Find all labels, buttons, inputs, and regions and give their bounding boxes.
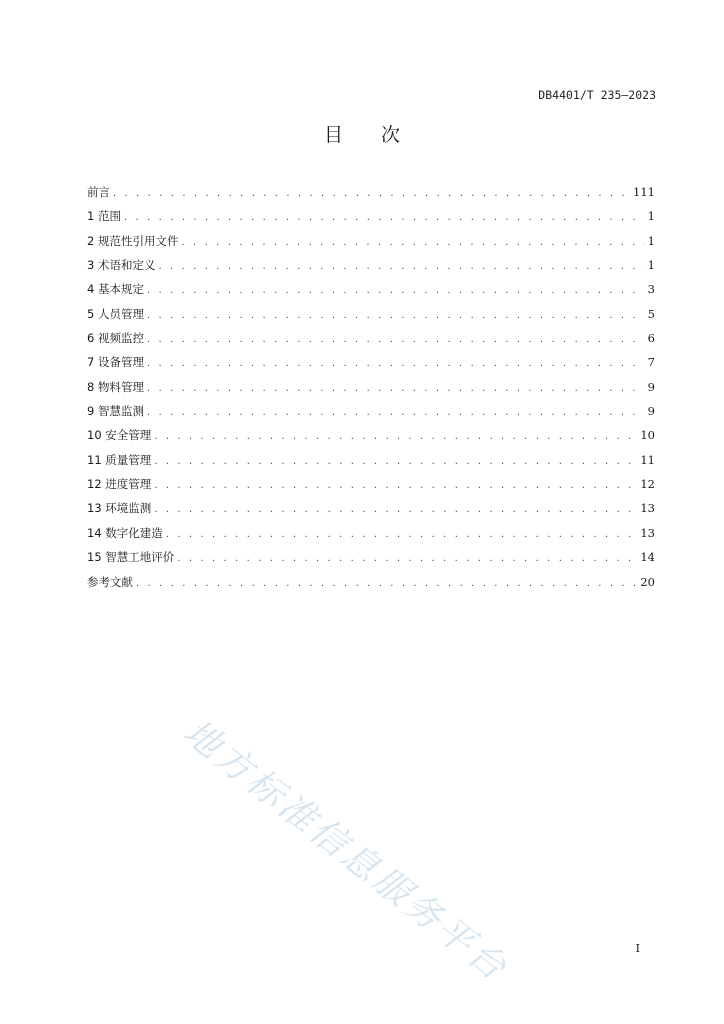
toc-entry-title: 安全管理 <box>105 428 152 443</box>
toc-page-number: 9 <box>647 379 655 394</box>
toc-dot-leader <box>181 231 644 255</box>
toc-entry-number: 6 <box>87 331 98 346</box>
toc-entry-title: 视频监控 <box>97 331 144 346</box>
toc-dot-leader <box>158 255 644 279</box>
toc-entry-number: 5 <box>87 306 98 321</box>
toc-entry-number: 1 <box>87 209 98 224</box>
toc-entry[interactable] <box>87 180 655 204</box>
page-number: I <box>635 941 640 955</box>
toc-page-number: 20 <box>640 574 655 589</box>
toc-entry-title: 人员管理 <box>97 306 144 321</box>
toc-entry-number: 2 <box>87 233 98 248</box>
toc-page-number: 12 <box>640 477 655 492</box>
toc-page-number: 111 <box>633 185 655 199</box>
toc-entry-title: 范围 <box>97 209 121 224</box>
toc-page-number: 6 <box>647 331 655 346</box>
toc-page-number: 1 <box>647 209 655 224</box>
toc-entry-title: 智慧监测 <box>97 404 144 419</box>
toc-entry-number: 12 <box>87 477 106 492</box>
toc-dot-leader <box>147 304 645 328</box>
toc-entry-number: 11 <box>87 452 106 467</box>
toc-page-number: 1 <box>647 233 655 248</box>
toc-page-number: 5 <box>647 306 655 321</box>
toc-entry[interactable] <box>87 448 655 472</box>
page-title <box>0 120 724 147</box>
toc-dot-leader <box>147 328 645 352</box>
toc-entry[interactable] <box>87 204 655 228</box>
toc-entry[interactable] <box>87 545 655 569</box>
toc-page-number: 14 <box>640 550 655 565</box>
toc-page-number: 11 <box>640 452 655 467</box>
toc-page-number: 3 <box>647 282 655 297</box>
toc-entry[interactable] <box>87 350 655 374</box>
title-char-2: 次 <box>381 124 401 146</box>
toc-entry-title: 设备管理 <box>97 355 144 370</box>
watermark: 地方标准信息服务平台 <box>175 711 516 991</box>
toc-dot-leader <box>124 206 645 230</box>
toc-entry-title: 物料管理 <box>97 379 144 394</box>
toc-entry[interactable] <box>87 570 655 594</box>
toc-entry[interactable] <box>87 496 655 520</box>
toc-entry[interactable] <box>87 399 655 423</box>
toc-entry-title: 进度管理 <box>105 477 152 492</box>
toc-page-number: 9 <box>647 404 655 419</box>
toc-entry[interactable] <box>87 229 655 253</box>
toc-entry-title: 智慧工地评价 <box>105 550 175 565</box>
toc-entry[interactable] <box>87 375 655 399</box>
toc-entry-title: 质量管理 <box>105 452 152 467</box>
toc-dot-leader <box>147 377 645 401</box>
toc-dot-leader <box>177 547 637 571</box>
toc-entry[interactable] <box>87 472 655 496</box>
toc-entry[interactable] <box>87 277 655 301</box>
toc-dot-leader <box>166 523 638 547</box>
toc-entry[interactable] <box>87 423 655 447</box>
toc-entry-number: 8 <box>87 379 98 394</box>
toc-entry-title: 规范性引用文件 <box>97 233 179 248</box>
toc-entry-title: 前言 <box>87 185 110 199</box>
toc-page-number: 1 <box>647 258 655 273</box>
toc-entry-number: 9 <box>87 404 98 419</box>
toc-dot-leader <box>113 182 630 206</box>
toc-entry-title: 数字化建造 <box>105 525 163 540</box>
toc-entry-number: 13 <box>87 501 106 516</box>
toc-page-number: 13 <box>640 525 655 540</box>
toc-entry-number: 14 <box>87 525 106 540</box>
toc-page-number: 13 <box>640 501 655 516</box>
toc-entry-number: 15 <box>87 550 106 565</box>
title-char-1: 目 <box>323 124 343 146</box>
toc-page-number: 7 <box>647 355 655 370</box>
toc-dot-leader <box>136 572 637 596</box>
table-of-contents <box>87 180 655 594</box>
toc-page-number: 10 <box>640 428 655 443</box>
toc-entry-number: 3 <box>87 258 98 273</box>
toc-entry-number: 4 <box>87 282 98 297</box>
toc-dot-leader <box>147 401 645 425</box>
toc-entry[interactable] <box>87 253 655 277</box>
toc-entry[interactable] <box>87 302 655 326</box>
toc-dot-leader <box>154 450 637 474</box>
toc-entry-number: 7 <box>87 355 98 370</box>
toc-entry-title: 参考文献 <box>87 574 133 589</box>
toc-entry[interactable] <box>87 521 655 545</box>
toc-entry-title: 术语和定义 <box>97 258 156 273</box>
toc-dot-leader <box>154 474 637 498</box>
toc-dot-leader <box>147 352 645 376</box>
toc-dot-leader <box>147 279 645 303</box>
toc-entry[interactable] <box>87 326 655 350</box>
toc-entry-title: 环境监测 <box>105 501 152 516</box>
toc-entry-number: 10 <box>87 428 106 443</box>
toc-entry-title: 基本规定 <box>97 282 144 297</box>
toc-dot-leader <box>154 498 637 522</box>
standard-code: DB4401/T 235—2023 <box>538 88 656 102</box>
toc-dot-leader <box>154 425 637 449</box>
